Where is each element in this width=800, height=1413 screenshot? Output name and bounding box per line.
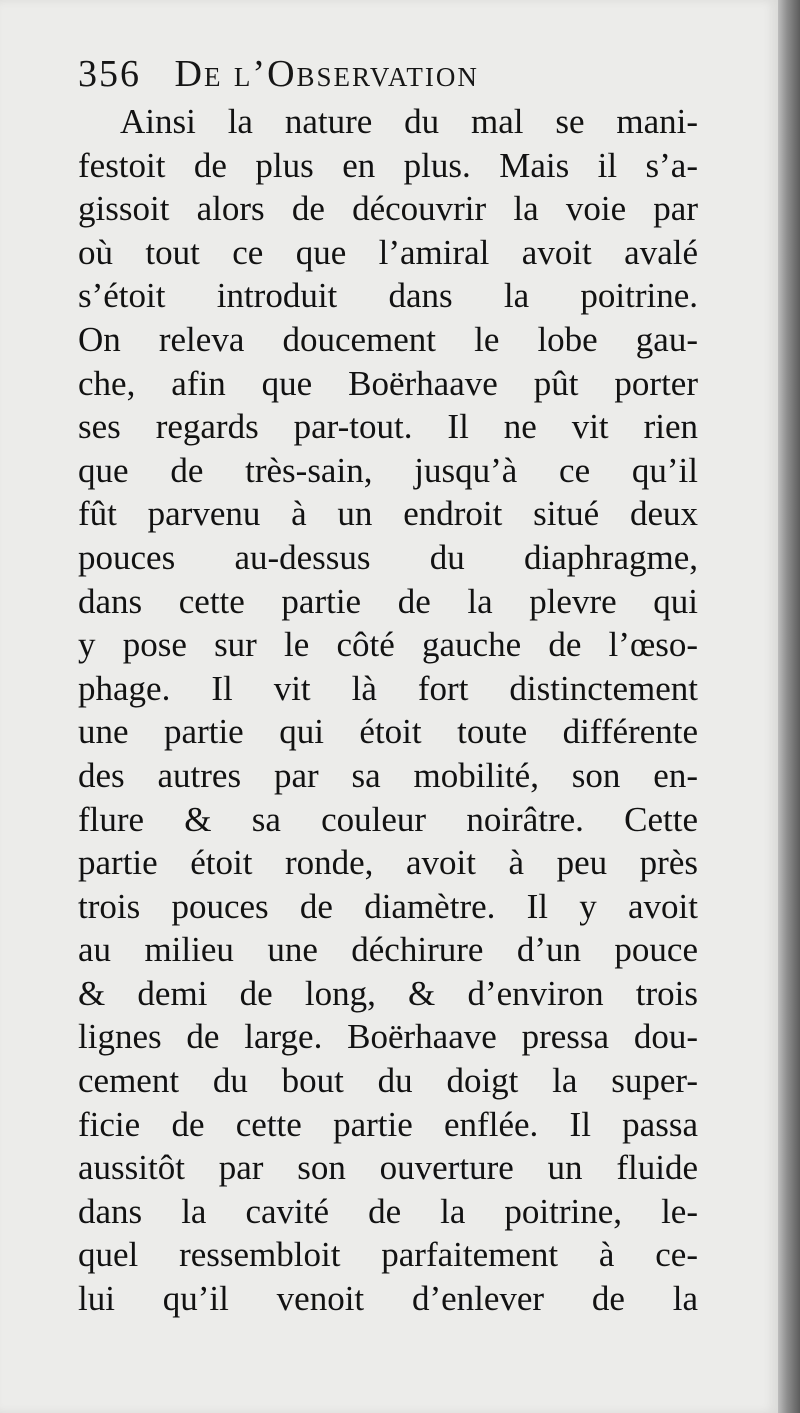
text-line: ficie de cette partie enflée. Il passa <box>78 1104 698 1144</box>
text-line: s’étoit introduit dans la poitrine. <box>78 276 698 316</box>
text-line: que de très-sain, jusqu’à ce qu’il <box>78 450 698 490</box>
text-line: partie étoit ronde, avoit à peu près <box>78 843 698 883</box>
text-line: au milieu une déchirure d’un pouce <box>78 930 698 970</box>
text-line: Ainsi la nature du mal se mani- <box>120 102 698 141</box>
text-line: pouces au-dessus du diaphragme, <box>78 537 698 577</box>
page-edge-shadow <box>778 0 800 1413</box>
text-line: dans cette partie de la plevre qui <box>78 581 698 621</box>
text-line: des autres par sa mobilité, son en- <box>78 755 698 795</box>
text-line: quel ressembloit parfaitement à ce- <box>78 1235 698 1275</box>
body-text <box>78 100 698 1321</box>
text-line: festoit de plus en plus. Mais il s’a- <box>78 145 698 185</box>
text-line: où tout ce que l’amiral avoit avalé <box>78 232 698 272</box>
page-number: 356 <box>78 53 141 95</box>
text-line: lignes de large. Boërhaave pressa dou- <box>78 1017 698 1057</box>
text-line: phage. Il vit là fort distinctement <box>78 668 698 708</box>
text-line: cement du bout du doigt la super- <box>78 1061 698 1101</box>
text-line: trois pouces de diamètre. Il y avoit <box>78 886 698 926</box>
text-line: y pose sur le côté gauche de l’œso- <box>78 625 698 665</box>
text-line: une partie qui étoit toute différente <box>78 712 698 752</box>
running-title: De l’Observation <box>174 53 479 95</box>
text-line: fût parvenu à un endroit situé deux <box>78 494 698 534</box>
text-line: aussitôt par son ouverture un fluide <box>78 1148 698 1188</box>
text-line: gissoit alors de découvrir la voie par <box>78 189 698 229</box>
text-line: dans la cavité de la poitrine, le- <box>78 1191 698 1231</box>
text-line: flure & sa couleur noirâtre. Cette <box>78 799 698 839</box>
page-header <box>78 52 479 102</box>
text-line: ses regards par-tout. Il ne vit rien <box>78 407 698 447</box>
text-line: & demi de long, & d’environ trois <box>78 973 698 1013</box>
text-line: On releva doucement le lobe gau- <box>78 319 698 359</box>
text-line: lui qu’il venoit d’enlever de la <box>78 1279 698 1319</box>
text-line: che, afin que Boërhaave pût porter <box>78 363 698 403</box>
